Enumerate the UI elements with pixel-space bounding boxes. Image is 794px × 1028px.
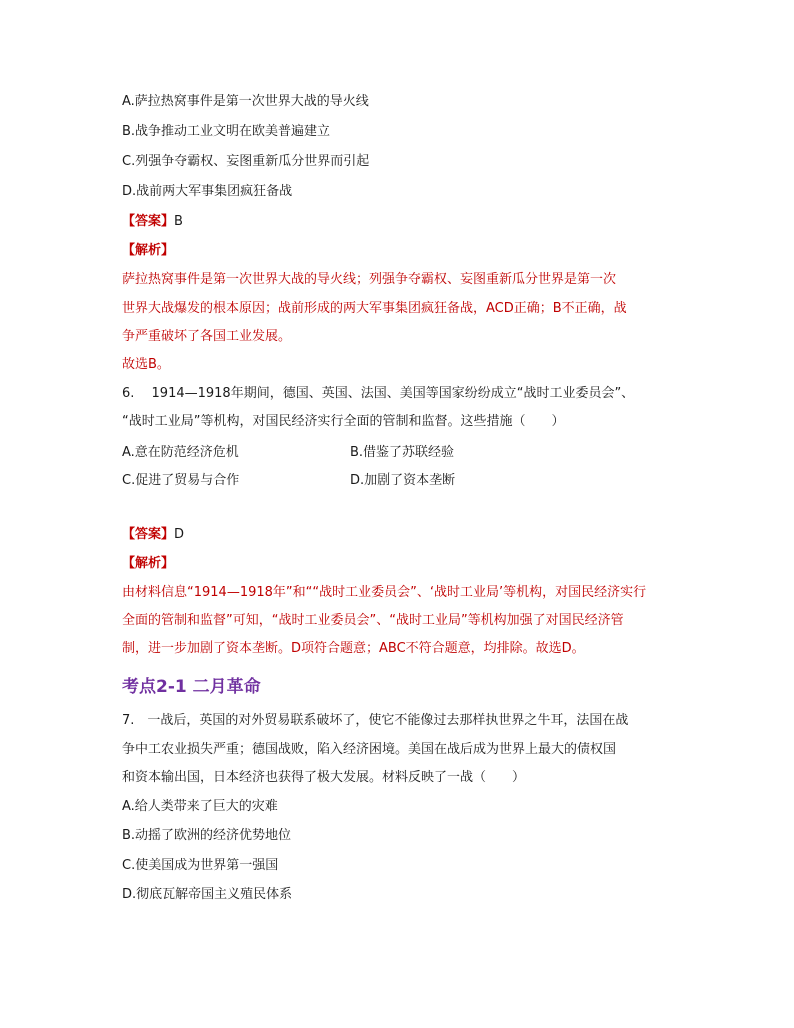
q7-stem-line: 争中工农业损失严重；德国战败，陷入经济困境。美国在战后成为世界上最大的债权国 [122, 742, 617, 757]
q5-option-a: A.萨拉热窝事件是第一次世界大战的导火线 [122, 94, 369, 109]
answer-value: D [174, 527, 185, 542]
section-heading: 考点2-1 二月革命 [122, 677, 261, 697]
q7-option-c: C.使美国成为世界第一强国 [122, 858, 279, 873]
q5-option-c: C.列强争夺霸权、妄图重新瓜分世界而引起 [122, 154, 370, 169]
q5-analysis-line: 萨拉热窝事件是第一次世界大战的导火线；列强争夺霸权、妄图重新瓜分世界是第一次 [122, 272, 617, 287]
q7-option-d: D.彻底瓦解帝国主义殖民体系 [122, 887, 293, 902]
q6-analysis-line: 全面的管制和监督”可知，“战时工业委员会”、“战时工业局”等机构加强了对国民经济管 [122, 613, 624, 628]
q6-analysis-line: 由材料信息“1914—1918年”和““战时工业委员会”、‘战时工业局’等机构，对国民经济实行 [122, 585, 647, 600]
q6-stem-line: “战时工业局”等机构，对国民经济实行全面的管制和监督。这些措施（ ） [122, 414, 565, 429]
q6-option-d: D.加剧了资本垄断 [350, 473, 456, 488]
q7-stem-line: 7. 一战后，英国的对外贸易联系破坏了，使它不能像过去那样执世界之牛耳，法国在战 [122, 713, 629, 728]
q7-stem-line: 和资本输出国，日本经济也获得了极大发展。材料反映了一战（ ） [122, 770, 526, 785]
q5-conclusion: 故选B。 [122, 357, 170, 372]
q7-option-a: A.给人类带来了巨大的灾难 [122, 799, 278, 814]
q5-option-b: B.战争推动工业文明在欧美普遍建立 [122, 124, 331, 139]
answer-value: B [174, 214, 183, 229]
answer-label: 【答案】 [122, 214, 175, 229]
q6-option-b: B.借鉴了苏联经验 [350, 445, 455, 460]
q6-answer [122, 525, 184, 545]
answer-label: 【答案】 [122, 527, 175, 542]
q5-analysis-line: 世界大战爆发的根本原因；战前形成的两大军事集团疯狂备战，ACD正确；B不正确，战 [122, 301, 627, 316]
q5-analysis-label: 【解析】 [122, 243, 175, 258]
q6-stem-line: 6. 1914—1918年期间，德国、英国、法国、美国等国家纷纷成立“战时工业委员会”、 [122, 386, 635, 401]
q5-analysis-line: 争严重破坏了各国工业发展。 [122, 329, 292, 344]
q7-option-b: B.动摇了欧洲的经济优势地位 [122, 828, 292, 843]
q6-option-a: A.意在防范经济危机 [122, 445, 239, 460]
q6-analysis-line: 制，进一步加剧了资本垄断。D项符合题意；ABC不符合题意，均排除。故选D。 [122, 641, 585, 656]
q5-answer [122, 212, 183, 232]
q5-option-d: D.战前两大军事集团疯狂备战 [122, 184, 293, 199]
q6-option-c: C.促进了贸易与合作 [122, 473, 240, 488]
q6-analysis-label: 【解析】 [122, 556, 175, 571]
